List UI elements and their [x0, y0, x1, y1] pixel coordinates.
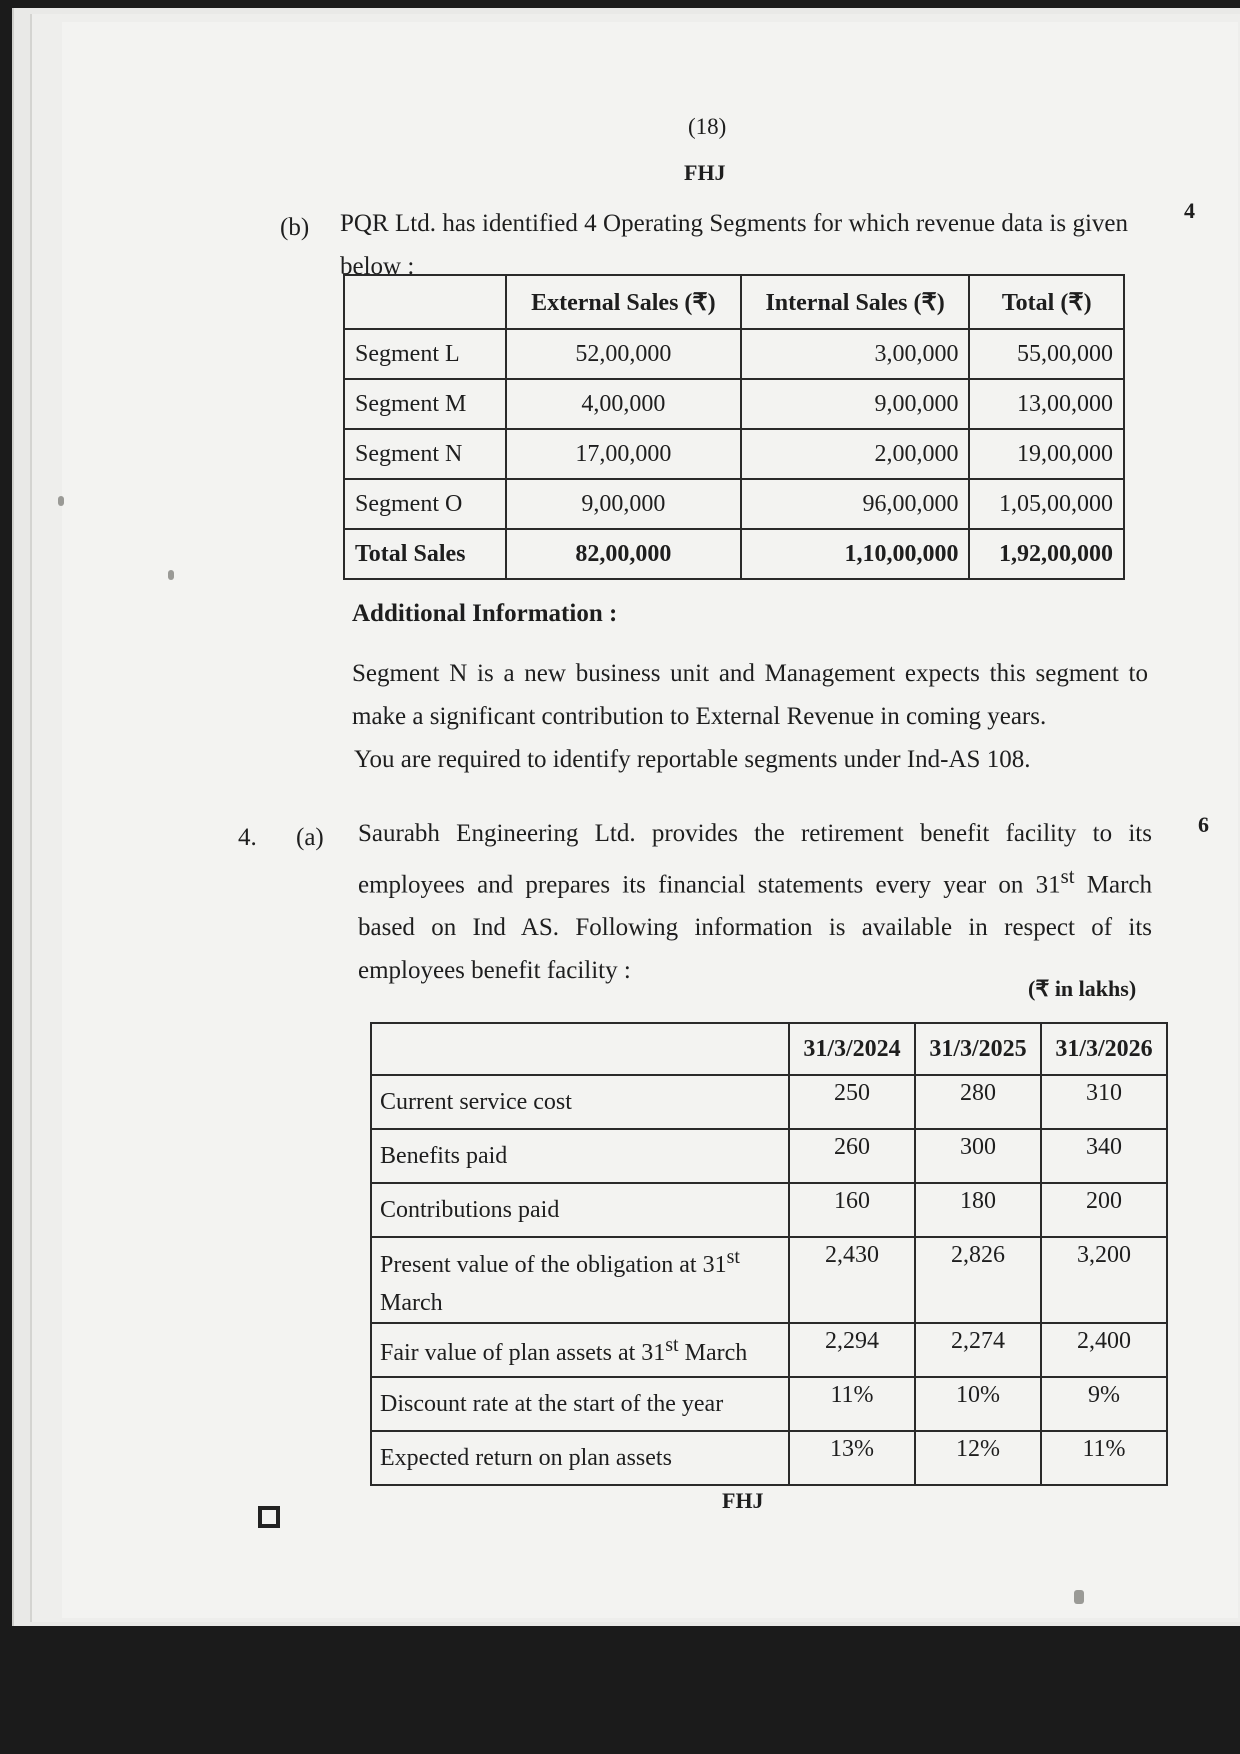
table-row: [344, 479, 1124, 529]
segment-revenue-table: [343, 274, 1125, 580]
row-label-sup: st: [665, 1333, 679, 1356]
total-external-cell: 82,00,000: [506, 529, 741, 579]
value-cell: 280: [915, 1075, 1041, 1129]
internal-sales-cell: 96,00,000: [741, 479, 970, 529]
table-header-cell: 31/3/2025: [915, 1023, 1041, 1075]
table-header-cell: Internal Sales (₹): [741, 275, 970, 329]
row-label-text: Fair value of plan assets at 31: [380, 1339, 666, 1366]
q3b-intro: PQR Ltd. has identified 4 Operating Segments for which revenue data is given below :: [340, 210, 1128, 280]
scan-smudge-mark: [168, 570, 174, 580]
page-number: (18): [688, 114, 727, 139]
table-row: [371, 1183, 1167, 1237]
segment-name-cell: Segment O: [344, 479, 506, 529]
table-row: [371, 1129, 1167, 1183]
value-cell: 340: [1041, 1129, 1167, 1183]
table-header-cell: External Sales (₹): [506, 275, 741, 329]
row-label-cell: Benefits paid: [371, 1129, 789, 1183]
table-row: [371, 1323, 1167, 1377]
value-cell: 2,430: [789, 1237, 915, 1323]
value-cell: 11%: [789, 1377, 915, 1431]
row-label-text: March: [678, 1339, 748, 1366]
internal-sales-cell: 9,00,000: [741, 379, 970, 429]
value-cell: 13%: [789, 1431, 915, 1485]
value-cell: 300: [915, 1129, 1041, 1183]
row-label-sup: st: [726, 1246, 740, 1268]
value-cell: 2,294: [789, 1323, 915, 1377]
value-cell: 2,400: [1041, 1323, 1167, 1377]
table-header-row: [371, 1023, 1167, 1075]
value-cell: 12%: [915, 1431, 1041, 1485]
table-row: [344, 329, 1124, 379]
internal-sales-cell: 3,00,000: [741, 329, 970, 379]
value-cell: 260: [789, 1129, 915, 1183]
table-row: [371, 1377, 1167, 1431]
scan-smudge-mark: [58, 496, 64, 506]
q4a-intro-text-2: March based on Ind AS. Following information is available in respect of its employees benefit facility :: [358, 871, 1152, 985]
total-sales-cell: 19,00,000: [969, 429, 1124, 479]
q3b-requirement: You are required to identify reportable segments under Ind-AS 108.: [354, 746, 1031, 773]
table-row: [371, 1431, 1167, 1485]
value-cell: 180: [915, 1183, 1041, 1237]
value-cell: 160: [789, 1183, 915, 1237]
segment-name-cell: Segment N: [344, 429, 506, 479]
value-cell: 9%: [1041, 1377, 1167, 1431]
table-row: [344, 429, 1124, 479]
row-label-cell: [371, 1237, 789, 1323]
segment-name-cell: Segment M: [344, 379, 506, 429]
value-cell: 200: [1041, 1183, 1167, 1237]
row-label-text: March: [380, 1290, 443, 1316]
table-header-cell: 31/3/2024: [789, 1023, 915, 1075]
value-cell: 2,274: [915, 1323, 1041, 1377]
external-sales-cell: 17,00,000: [506, 429, 741, 479]
external-sales-cell: 52,00,000: [506, 329, 741, 379]
external-sales-cell: 4,00,000: [506, 379, 741, 429]
q4-number: 4.: [238, 824, 257, 851]
total-sales-cell: 55,00,000: [969, 329, 1124, 379]
q4a-intro: [358, 812, 1152, 992]
value-cell: 250: [789, 1075, 915, 1129]
scan-smudge-mark: [1074, 1590, 1084, 1604]
total-sales-cell: 13,00,000: [969, 379, 1124, 429]
additional-info-heading: Additional Information :: [352, 600, 618, 627]
value-cell: 310: [1041, 1075, 1167, 1129]
table-total-row: [344, 529, 1124, 579]
row-label-cell: Contributions paid: [371, 1183, 789, 1237]
q3b-part-label: (b): [280, 214, 310, 241]
table-header-row: [344, 275, 1124, 329]
value-cell: 11%: [1041, 1431, 1167, 1485]
table-row: [371, 1237, 1167, 1323]
q4a-part-label: (a): [296, 824, 324, 851]
internal-sales-cell: 2,00,000: [741, 429, 970, 479]
table-header-cell: [344, 275, 506, 329]
q4a-marks: 6: [1198, 812, 1209, 837]
total-internal-cell: 1,10,00,000: [741, 529, 970, 579]
row-label-cell: Current service cost: [371, 1075, 789, 1129]
table-header-cell: Total (₹): [969, 275, 1124, 329]
value-cell: 10%: [915, 1377, 1041, 1431]
unit-note: (₹ in lakhs): [1028, 976, 1137, 1001]
table-row: [344, 379, 1124, 429]
paper-code-top: FHJ: [684, 160, 726, 185]
row-label-cell: Expected return on plan assets: [371, 1431, 789, 1485]
additional-info-text: Segment N is a new business unit and Management expects this segment to make a significant contribution to External Revenue in coming years.: [352, 660, 1148, 730]
total-sales-cell: 1,05,00,000: [969, 479, 1124, 529]
square-marker-icon: [258, 1506, 280, 1528]
total-label-cell: Total Sales: [344, 529, 506, 579]
segment-name-cell: Segment L: [344, 329, 506, 379]
table-row: [371, 1075, 1167, 1129]
external-sales-cell: 9,00,000: [506, 479, 741, 529]
q3b-marks: 4: [1184, 198, 1195, 223]
employee-benefit-table: [370, 1022, 1168, 1486]
paper-code-bottom: FHJ: [722, 1488, 764, 1513]
value-cell: 3,200: [1041, 1237, 1167, 1323]
table-header-cell: 31/3/2026: [1041, 1023, 1167, 1075]
value-cell: 2,826: [915, 1237, 1041, 1323]
row-label-cell: Discount rate at the start of the year: [371, 1377, 789, 1431]
q4a-intro-sup: st: [1060, 864, 1075, 888]
table-header-cell: [371, 1023, 789, 1075]
q4a-intro-text-1: Saurabh Engineering Ltd. provides the retirement benefit facility to its employees and prepares its financial statements every year on 31: [358, 820, 1152, 899]
row-label-cell: [371, 1323, 789, 1377]
grand-total-cell: 1,92,00,000: [969, 529, 1124, 579]
row-label-text: Present value of the obligation at 31: [380, 1252, 727, 1278]
